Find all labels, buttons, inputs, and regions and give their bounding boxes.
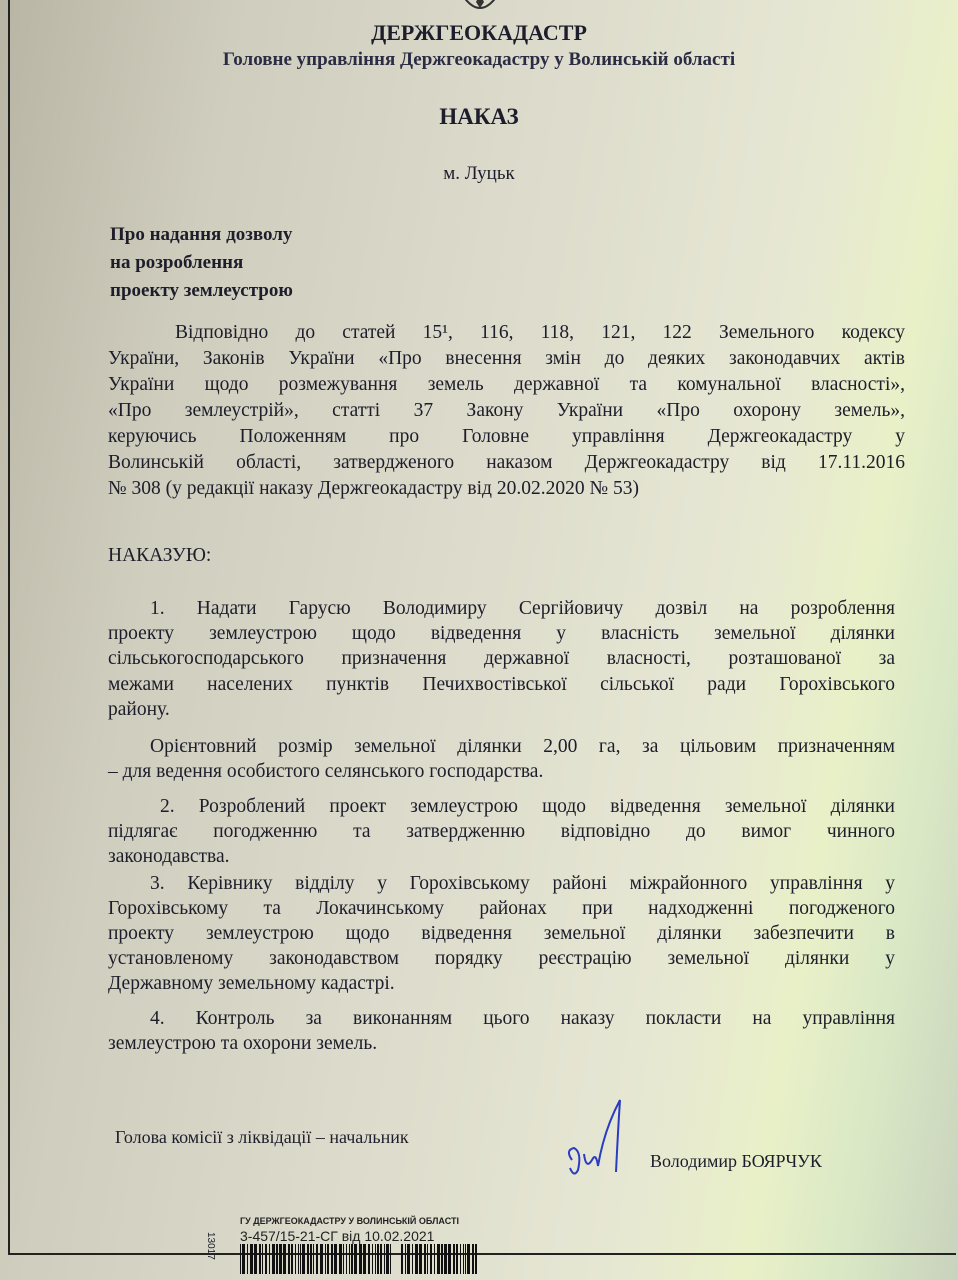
order-item-line: – для ведення особистого селянського господарства. — [108, 761, 544, 782]
barcode-bar — [240, 1244, 241, 1274]
order-item-line: підлягає погодженню та затвердженню відповідно до вимог чинного — [108, 821, 895, 842]
barcode-bar — [331, 1244, 333, 1274]
order-item-line: Орієнтовний розмір земельної ділянки 2,00 га, за цільовим призначенням — [150, 736, 895, 757]
order-item-line: установленому законодавством порядку реєстрацію земельної ділянки у — [108, 948, 895, 969]
barcode-bar — [463, 1244, 464, 1274]
barcode-bar — [269, 1244, 270, 1274]
barcode-bar — [467, 1244, 470, 1274]
barcode-bar — [472, 1244, 474, 1274]
barcode-bar — [250, 1244, 253, 1274]
barcode-bar — [334, 1244, 337, 1274]
barcode-bar — [380, 1244, 382, 1274]
barcode-bar — [302, 1244, 305, 1274]
preamble-line: керуючись Положенням про Головне управління Держгеокадастру у — [108, 426, 905, 447]
barcode-bar — [419, 1244, 422, 1274]
barcode-bar — [349, 1244, 350, 1274]
barcode-bar — [283, 1244, 286, 1274]
barcode-bar — [456, 1244, 458, 1274]
barcode-bar — [346, 1244, 347, 1274]
barcode-bar — [254, 1244, 257, 1274]
department-name: Головне управління Держгеокадастру у Волинській області — [222, 49, 736, 70]
preamble-line: України, Законів України «Про внесення змін до деяких законодавчих актів — [108, 348, 905, 369]
signatory-name: Володимир БОЯРЧУК — [650, 1151, 822, 1171]
barcode-bar — [276, 1244, 278, 1274]
stamp-org: ГУ ДЕРЖГЕОКАДАСТРУ У ВОЛИНСЬКІЙ ОБЛАСТІ — [240, 1216, 459, 1226]
barcode-bar — [313, 1244, 314, 1274]
preamble-line: Відповідно до статей 15¹, 116, 118, 121, 122 Земельного кодексу — [175, 322, 905, 343]
barcode-bar — [298, 1244, 299, 1274]
order-item-line: сільськогосподарського призначення державної власності, розташованої за — [108, 648, 895, 669]
order-item-line: законодавства. — [108, 846, 230, 867]
agency-name: ДЕРЖГЕОКАДАСТР — [371, 20, 587, 45]
barcode-bar — [354, 1244, 357, 1274]
barcode-bar — [401, 1244, 403, 1274]
barcode-bar — [262, 1244, 263, 1274]
barcode-bar — [307, 1244, 309, 1274]
coat-of-arms-icon — [455, 0, 505, 18]
barcode-bar — [390, 1244, 391, 1274]
barcode-bar — [343, 1244, 344, 1274]
order-item-line: Горохівському та Локачинському районах при надходженні погодженого — [108, 898, 895, 919]
barcode-bar — [316, 1244, 318, 1274]
barcode-bar — [310, 1244, 312, 1274]
barcode-bar — [424, 1244, 426, 1274]
subject-line: на розроблення — [110, 252, 244, 273]
document-type: НАКАЗ — [439, 104, 519, 129]
barcode-bar — [444, 1244, 447, 1274]
city: м. Луцьк — [443, 163, 515, 184]
barcode-bar — [377, 1244, 379, 1274]
preamble-line: № 308 (у редакції наказу Держгеокадастру від 20.02.2020 № 53) — [108, 478, 639, 499]
barcode-bar — [434, 1244, 435, 1274]
order-item-line: району. — [108, 699, 170, 720]
barcode-bar — [415, 1244, 418, 1274]
barcode-bar — [368, 1244, 370, 1274]
barcode-bar — [291, 1244, 293, 1274]
barcode-bar — [288, 1244, 290, 1274]
order-item-line: проекту землеустрою щодо відведення у власність земельної ділянки — [108, 623, 895, 644]
order-item-line: землеустрою та охорони земель. — [108, 1033, 378, 1054]
stamp-number: 3-457/15-21-СГ від 10.02.2021 — [240, 1228, 435, 1244]
barcode-bar — [427, 1244, 428, 1274]
barcode-bar — [359, 1244, 362, 1274]
barcode-bar — [465, 1244, 466, 1274]
order-item-line: 4. Контроль за виконанням цього наказу покласти на управління — [150, 1008, 895, 1029]
order-item-line: 3. Керівнику відділу у Горохівському районі міжрайонного управління у — [150, 873, 895, 894]
barcode-bar — [325, 1244, 326, 1274]
barcode-bar — [375, 1244, 376, 1274]
barcode-bar — [272, 1244, 275, 1274]
order-item-line: 2. Розроблений проект землеустрою щодо відведення земельної ділянки — [160, 796, 895, 817]
preamble-line: Волинській області, затвердженого наказом Держгеокадастру від 17.11.2016 — [108, 452, 905, 473]
barcode-bar — [351, 1244, 353, 1274]
barcode-bar — [279, 1244, 282, 1274]
barcode-bar — [320, 1244, 323, 1274]
barcode — [240, 1244, 480, 1274]
barcode-bar — [453, 1244, 455, 1274]
handwritten-signature — [560, 1090, 640, 1190]
barcode-bar — [265, 1244, 267, 1274]
barcode-bar — [405, 1244, 406, 1274]
registration-stamp — [240, 1216, 480, 1279]
barcode-bar — [460, 1244, 461, 1274]
barcode-bar — [386, 1244, 389, 1274]
barcode-bar — [384, 1244, 385, 1274]
barcode-bar — [372, 1244, 373, 1274]
order-item-line: проекту землеустрою щодо відведення земельної ділянки забезпечити в — [108, 923, 895, 944]
barcode-bar — [339, 1244, 342, 1274]
barcode-bar — [300, 1244, 301, 1274]
preamble-line: України щодо розмежування земель державної та комунальної власності», — [108, 374, 905, 395]
barcode-bar — [295, 1244, 296, 1274]
barcode-bar — [412, 1244, 413, 1274]
order-word: НАКАЗУЮ: — [108, 545, 212, 566]
signatory-position: Голова комісії з ліквідації – начальник — [115, 1127, 409, 1147]
barcode-bar — [327, 1244, 329, 1274]
barcode-bar — [247, 1244, 248, 1274]
barcode-bar — [430, 1244, 432, 1274]
barcode-bar — [259, 1244, 261, 1274]
order-item-line: Державному земельному кадастрі. — [108, 973, 395, 994]
barcode-bar — [448, 1244, 451, 1274]
barcode-bar — [437, 1244, 440, 1274]
order-item-line: 1. Надати Гарусю Володимиру Сергійовичу дозвіл на розроблення — [150, 598, 895, 619]
subject-line: проекту землеустрою — [110, 280, 293, 301]
barcode-bar — [363, 1244, 366, 1274]
barcode-bar — [441, 1244, 443, 1274]
stamp-side-number: 13017 — [205, 1232, 216, 1260]
order-item-line: межами населених пунктів Печихвостівської сільської ради Горохівського — [108, 674, 895, 695]
barcode-bar — [407, 1244, 410, 1274]
preamble-line: «Про землеустрій», статті 37 Закону України «Про охорону земель», — [108, 400, 905, 421]
barcode-bar — [242, 1244, 245, 1274]
subject-line: Про надання дозволу — [110, 224, 293, 245]
barcode-bar — [475, 1244, 477, 1274]
